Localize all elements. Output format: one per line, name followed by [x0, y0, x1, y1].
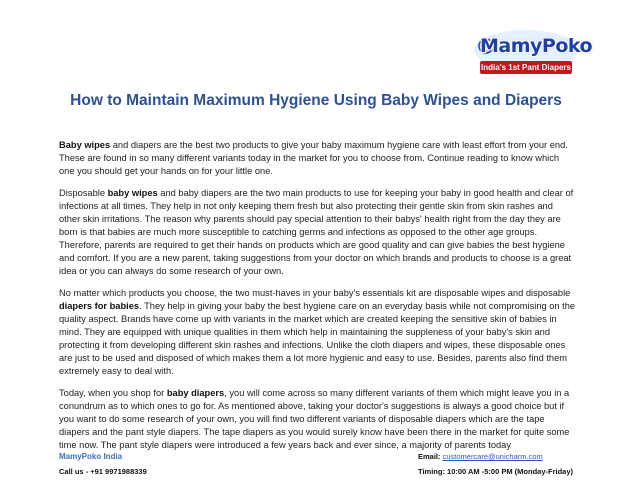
footer-timing: Timing: 10:00 AM -5:00 PM (Monday-Friday) — [418, 467, 574, 476]
paragraph-text: No matter which products you choose, the two must-haves in your baby's essentials kit are disposable wipes and disposable — [59, 288, 571, 298]
footer-phone: Call us - +91 9971988339 — [59, 467, 147, 476]
paragraph-4 — [59, 387, 576, 452]
page-title: How to Maintain Maximum Hygiene Using Baby Wipes and Diapers — [70, 92, 562, 109]
paragraph-text: and diapers are the best two products to give your baby maximum hygiene care with least effort from your end. These are found in so many different variants today in the market for you to choose from. Continue reading to know which one you should get your hands on for your little one. — [59, 140, 568, 176]
footer-email-line — [418, 452, 543, 461]
logo-brand-name: MamyPoko — [480, 35, 593, 57]
paragraph-text: , you will come across so many different variants of them which might leave you in a conundrum as to which ones to go for. As mentioned above, taking your doctor's suggestions is always a good choice but if you want to do some research of your own, you will find two different variants of disposable diapers which are the tape diapers and the pant style diapers. The tape diapers as you would surely know have been there in the market for quite some time now. The pant style diapers were introduced a few years back and ever since, a majority of parents today — [59, 388, 570, 450]
paragraph-text: and baby diapers are the two main products to use for keeping your baby in good health and clear of infections at all times. They help in not only keeping them fresh but also protecting their gentle skin from skin rashes and other skin irritations. The reason why parents should pay special attention to their babys' health right from the day they are born is that babies are much more susceptible to catching germs and infections as opposed to the other age groups. Therefore, parents are required to get their hands on products which are good quality and can give babies the best hygiene and comfort. If you are a new parent, taking suggestions from your doctor on which brands and products to choose is a great idea or you can always do some research of your own. — [59, 188, 574, 276]
bold-term: Baby wipes — [59, 140, 111, 150]
paragraph-1 — [59, 139, 576, 178]
bold-term: baby diapers — [166, 388, 225, 398]
footer-email-label: Email: — [418, 452, 443, 461]
paragraph-2 — [59, 187, 576, 278]
paragraph-text: . They help in giving your baby the best hygiene care on an everyday basis while not compromising on the quality aspect. Brands have come up with variants in the market which are created keeping the sensitive skin of babies in mind. They are equipped with unique qualities in them which help in maintaining the suppleness of your baby's skin and protecting it from developing different skin rashes and infections. Unlike the cloth diapers and wipes, these disposable ones are just to be used and disposed of which makes them a lot more hygienic and easy to use. Besides, parents also find them extremely easy to deal with. — [59, 301, 576, 376]
article-body — [59, 139, 576, 450]
footer-company: MamyPoko India — [59, 452, 123, 461]
bold-term: baby wipes — [107, 188, 158, 198]
logo-tagline: India's 1st Pant Diapers — [481, 63, 571, 72]
paragraph-text: Today, when you shop for — [59, 388, 167, 398]
bold-term: diapers for babies — [59, 301, 140, 311]
paragraph-3 — [59, 287, 576, 378]
paragraph-text: Disposable — [59, 188, 108, 198]
footer-email-link[interactable]: customercare@unicharm.com — [442, 452, 543, 461]
brand-logo — [472, 28, 593, 82]
